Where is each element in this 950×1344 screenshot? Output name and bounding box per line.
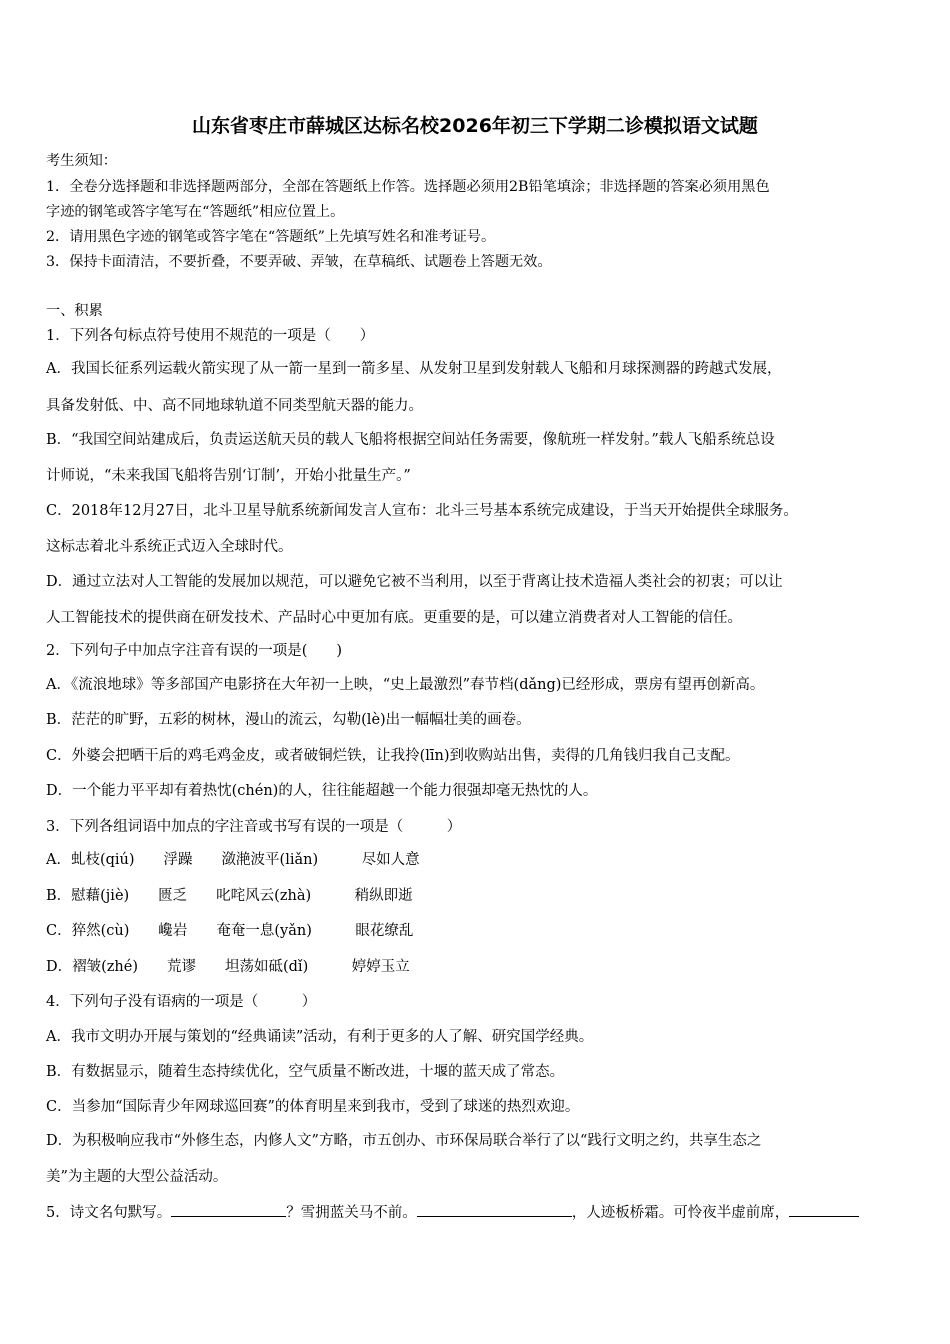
q3-stem: 3．下列各组词语中加点的字注音或书写有误的一项是（ ） [46, 819, 462, 835]
q2-option-c: C．外婆会把晒干后的鸡毛鸡金皮，或者破铜烂铁，让我拎(līn)到收购站出售，卖得的几角钱归我自己支配。 [46, 748, 740, 764]
q5-text-3: ，人迹板桥霜。可怜夜半虚前席， [571, 1205, 790, 1221]
q1-option-b-line2: 计师说，“未来我国飞船将告别‘订制’，开始小批量生产。” [46, 468, 411, 484]
q2-option-a: A．《流浪地球》等多部国产电影挤在大年初一上映，“史上最激烈”春节档(dǎng)已经形成，票房有望再创新高。 [46, 677, 765, 693]
notice-line-4: 3．保持卡面清洁，不要折叠，不要弄破、弄皱，在草稿纸、试题卷上答题无效。 [46, 254, 552, 270]
q1-stem: 1．下列各句标点符号使用不规范的一项是（ ） [46, 328, 375, 344]
q3-option-c: C．猝然(cù) 巉岩 奄奄一息(yǎn) 眼花缭乱 [46, 923, 414, 939]
q2-stem: 2．下列句子中加点字注音有误的一项是( ) [46, 643, 343, 659]
notice-line-1: 1．全卷分选择题和非选择题两部分，全部在答题纸上作答。选择题必须用2B铅笔填涂；非选择题的答案必须用黑色 [46, 179, 770, 195]
q1-option-a-line2: 具备发射低、中、高不同地球轨道不同类型航天器的能力。 [46, 398, 423, 414]
q5-blank-3[interactable] [789, 1202, 859, 1217]
q1-option-d-line2: 人工智能技术的提供商在研发技术、产品时心中更加有底。更重要的是，可以建立消费者对人工智能的信任。 [46, 610, 742, 626]
q5-blank-1[interactable] [171, 1202, 286, 1217]
q5-blank-2[interactable] [417, 1202, 572, 1217]
q4-option-d-line2: 美”为主题的大型公益活动。 [46, 1169, 228, 1185]
q4-option-a: A．我市文明办开展与策划的“经典诵读”活动，有利于更多的人了解、研究国学经典。 [46, 1029, 594, 1045]
section-heading: 一、积累 [46, 303, 103, 319]
q5-stem: 5．诗文名句默写。 [46, 1205, 172, 1221]
q1-option-d-line1: D．通过立法对人工智能的发展加以规范，可以避免它被不当利用，以至于背离让技术造福人类社会的初衷；可以让 [46, 574, 783, 590]
q1-option-a-line1: A．我国长征系列运载火箭实现了从一箭一星到一箭多星、从发射卫星到发射载人飞船和月球探测器的跨越式发展， [46, 361, 782, 377]
q4-option-d-line1: D．为积极响应我市“外修生态，内修人文”方略，市五创办、市环保局联合举行了以“践行文明之约，共享生态之 [46, 1133, 762, 1149]
q2-option-b: B．茫茫的旷野，五彩的树林，漫山的流云，勾勒(lè)出一幅幅壮美的画卷。 [46, 712, 531, 728]
notice-line-2: 字迹的钢笔或答字笔写在“答题纸”相应位置上。 [46, 204, 345, 220]
q3-option-b: B．慰藉(jiè) 匮乏 叱咤风云(zhà) 稍纵即逝 [46, 888, 413, 904]
q1-option-c-line2: 这标志着北斗系统正式迈入全球时代。 [46, 539, 293, 555]
q5-text-2: ？雪拥蓝关马不前。 [286, 1205, 417, 1221]
q4-option-b: B．有数据显示，随着生态持续优化，空气质量不断改进，十堰的蓝天成了常态。 [46, 1064, 565, 1080]
page-title: 山东省枣庄市薛城区达标名校2026年初三下学期二诊模拟语文试题 [192, 115, 758, 137]
q3-option-d: D．褶皱(zhé) 荒谬 坦荡如砥(dǐ) 婷婷玉立 [46, 959, 410, 975]
q2-option-d: D．一个能力平平却有着热忱(chén)的人，往往能超越一个能力很强却毫无热忱的人。 [46, 783, 598, 799]
q1-option-c-line1: C．2018年12月27日，北斗卫星导航系统新闻发言人宣布：北斗三号基本系统完成建设，于当天开始提供全球服务。 [46, 503, 798, 519]
notice-heading: 考生须知： [46, 153, 117, 169]
notice-line-3: 2．请用黑色字迹的钢笔或答字笔在“答题纸”上先填写姓名和准考证号。 [46, 229, 496, 245]
q3-option-a: A．虬枝(qiú) 浮躁 潋滟波平(liǎn) 尽如人意 [46, 852, 420, 868]
q5-line [46, 1202, 859, 1223]
q1-option-b-line1: B．“我国空间站建成后，负责运送航天员的载人飞船将根据空间站任务需要，像航班一样发射。”载人飞船系统总设 [46, 432, 775, 448]
q4-option-c: C．当参加“国际青少年网球巡回赛”的体育明星来到我市，受到了球迷的热烈欢迎。 [46, 1099, 580, 1115]
q4-stem: 4．下列句子没有语病的一项是（ ） [46, 994, 317, 1010]
